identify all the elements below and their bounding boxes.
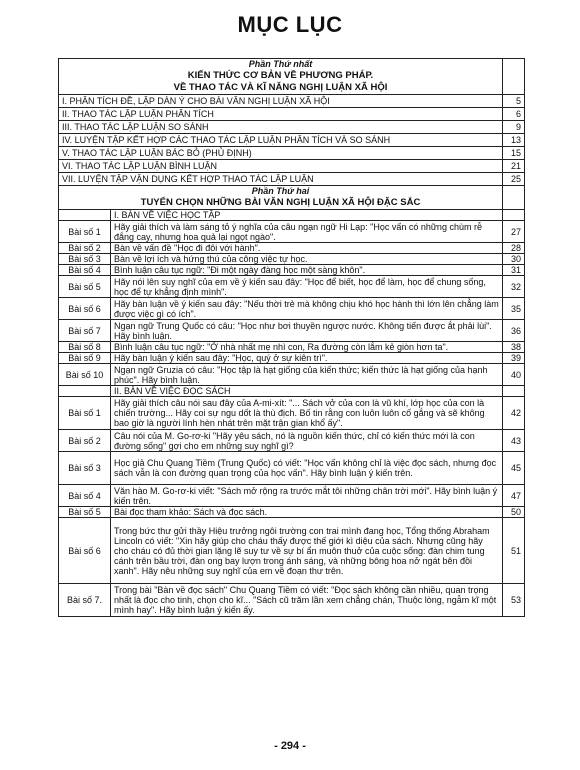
part2-title: TUYỂN CHỌN NHỮNG BÀI VĂN NGHỊ LUẬN XÃ HỘI ĐẶC SẮC	[140, 197, 421, 208]
essay-row	[59, 342, 525, 353]
empty-cell	[59, 386, 111, 397]
essay-prompt: Hãy nói lên suy nghĩ của em về ý kiến sau đây: "Học để biết, học để làm, học để chung sống, học để tự khẳng định mình".	[111, 276, 503, 298]
essay-page: 53	[503, 584, 525, 617]
part2-header-row	[59, 186, 525, 210]
essay-page: 39	[503, 353, 525, 364]
essay-page: 36	[503, 320, 525, 342]
essay-prompt: Bàn về lợi ích và hứng thú của công việc tự học.	[111, 254, 503, 265]
toc-entry: IV. LUYỆN TẬP KẾT HỢP CÁC THAO TÁC LẬP LUẬN PHÂN TÍCH VÀ SO SÁNH	[59, 134, 503, 147]
essay-row	[59, 507, 525, 518]
essay-prompt: Câu nói của M. Go-rơ-ki "Hãy yêu sách, nó là nguồn kiến thức, chỉ có kiến thức mới là con đường sống" gợi cho em những suy nghĩ gì?	[111, 430, 503, 452]
toc-row	[59, 160, 525, 173]
essay-page: 45	[503, 452, 525, 485]
essay-row	[59, 485, 525, 507]
section-header-row	[59, 210, 525, 221]
part1-title-line1: KIẾN THỨC CƠ BẢN VỀ PHƯƠNG PHÁP.	[187, 70, 374, 81]
empty-cell	[503, 386, 525, 397]
empty-cell	[503, 210, 525, 221]
essay-page: 51	[503, 518, 525, 584]
part1-label: Phần Thứ nhất	[248, 59, 313, 69]
essay-label: Bài số 3	[59, 254, 111, 265]
essay-prompt: Hãy giải thích câu nói sau đây của A-mi-xít: "... Sách vở của con là vũ khí, lớp học của con là chiến trường... Hãy coi sự ngu dốt là thù địch. Bố tin rằng con luôn luôn cố gắng và sẽ không bao giờ là người lính hèn nhát trên mặt trận gian khổ ấy".	[111, 397, 503, 430]
essay-label: Bài số 1	[59, 221, 111, 243]
part1-title-line2: VỀ THAO TÁC VÀ KĨ NĂNG NGHỊ LUẬN XÃ HỘI	[173, 82, 388, 93]
essay-page: 31	[503, 265, 525, 276]
toc-row	[59, 121, 525, 134]
essay-prompt: Ngạn ngữ Trung Quốc có câu: "Học như bơi thuyền ngược nước. Không tiến được ắt phải lùi". Hãy bình luận.	[111, 320, 503, 342]
essay-label: Bài số 4	[59, 265, 111, 276]
essay-label: Bài số 5	[59, 276, 111, 298]
toc-table	[58, 58, 525, 617]
essay-label: Bài số 5	[59, 507, 111, 518]
toc-row	[59, 95, 525, 108]
toc-page: 13	[503, 134, 525, 147]
toc-row	[59, 147, 525, 160]
essay-row	[59, 221, 525, 243]
essay-page: 43	[503, 430, 525, 452]
toc-page: 15	[503, 147, 525, 160]
essay-row	[59, 452, 525, 485]
essay-row	[59, 243, 525, 254]
toc-page: 6	[503, 108, 525, 121]
page-number: - 294 -	[274, 740, 306, 752]
essay-label: Bài số 7.	[59, 584, 111, 617]
essay-page: 30	[503, 254, 525, 265]
essay-page: 50	[503, 507, 525, 518]
essay-prompt: Bài đọc tham khảo: Sách và đọc sách.	[111, 507, 503, 518]
toc-page: 9	[503, 121, 525, 134]
essay-label: Bài số 4	[59, 485, 111, 507]
essay-page: 27	[503, 221, 525, 243]
empty-cell	[503, 186, 525, 210]
essay-prompt: Ngạn ngữ Gruzia có câu: "Học tập là hạt giống của kiến thức; kiến thức là hạt giống của hạnh phúc". Hãy bình luận.	[111, 364, 503, 386]
essay-prompt: Hãy bàn luận về ý kiến sau đây: "Nếu thời trẻ mà không chịu khó học hành thì lớn lên chẳng làm được việc gì có ích".	[111, 298, 503, 320]
part1-header	[59, 59, 503, 95]
essay-row	[59, 397, 525, 430]
essay-prompt: Văn hào M. Go-rơ-ki viết: "Sách mở rộng ra trước mắt tôi những chân trời mới". Hãy bình luận ý kiến trên.	[111, 485, 503, 507]
essay-row	[59, 430, 525, 452]
essay-page: 35	[503, 298, 525, 320]
toc-entry: III. THAO TÁC LẬP LUẬN SO SÁNH	[59, 121, 503, 134]
part2-header	[59, 186, 503, 210]
essay-prompt: Học giả Chu Quang Tiềm (Trung Quốc) có viết: "Học vấn không chỉ là việc đọc sách, nhưng đọc sách vẫn là con đường quan trọng của học vấn". Hãy bình luận ý kiến trên.	[111, 452, 503, 485]
section-title: I. BÀN VỀ VIỆC HỌC TẬP	[111, 210, 503, 221]
essay-row	[59, 364, 525, 386]
essay-page: 47	[503, 485, 525, 507]
essay-page: 32	[503, 276, 525, 298]
essay-page: 38	[503, 342, 525, 353]
essay-prompt: Trong bức thư gửi thầy Hiệu trưởng ngôi trường con trai mình đang học, Tổng thống Abraham Lincoln có viết: "Xin hãy giúp cho cháu thấy được thế giới kì diệu của sách. Nhưng cũng hãy cho cháu có đủ thời gian lặng lẽ suy tư về sự bí ẩn muôn thuở của cuộc sống: đàn chim tung cánh trên bầu trời, đàn ong bay lượn trong ánh sáng, và những bông hoa nở ngát bên đồi xanh". Hãy nêu những suy nghĩ của em về đoạn thư trên.	[111, 518, 503, 584]
essay-prompt: Trong bài "Bàn về đọc sách" Chu Quang Tiềm có viết: "Đọc sách không cần nhiều, quan trọng nhất là đọc cho tinh, chọn cho kĩ... "Sách cũ trăm lần xem chẳng chán, Thuộc lòng, ngẫm kĩ một mình hay". Hãy bình luận ý kiến ấy.	[111, 584, 503, 617]
essay-prompt: Hãy giải thích và làm sáng tỏ ý nghĩa của câu ngạn ngữ Hi Lạp: "Học vấn có những chùm rễ đắng cay, nhưng hoa quả lại ngọt ngào".	[111, 221, 503, 243]
essay-page: 42	[503, 397, 525, 430]
essay-label: Bài số 9	[59, 353, 111, 364]
essay-row	[59, 265, 525, 276]
toc-entry: II. THAO TÁC LẬP LUẬN PHÂN TÍCH	[59, 108, 503, 121]
essay-prompt: Bình luận câu tục ngữ: "Ở nhà nhất mẹ nhì con, Ra đường còn lắm kẻ giòn hơn ta".	[111, 342, 503, 353]
toc-entry: I. PHÂN TÍCH ĐỀ, LẬP DÀN Ý CHO BÀI VĂN NGHỊ LUẬN XÃ HỘI	[59, 95, 503, 108]
empty-cell	[59, 210, 111, 221]
essay-label: Bài số 1	[59, 397, 111, 430]
essay-prompt: Bàn về vấn đề "Học đi đôi với hành".	[111, 243, 503, 254]
toc-page: 21	[503, 160, 525, 173]
toc-page: 25	[503, 173, 525, 186]
toc-page: 5	[503, 95, 525, 108]
essay-label: Bài số 7	[59, 320, 111, 342]
part2-label: Phần Thứ hai	[251, 186, 310, 196]
essay-page: 40	[503, 364, 525, 386]
essay-label: Bài số 2	[59, 430, 111, 452]
essay-label: Bài số 3	[59, 452, 111, 485]
toc-entry: VII. LUYỆN TẬP VẬN DỤNG KẾT HỢP THAO TÁC LẬP LUẬN	[59, 173, 503, 186]
part1-header-row	[59, 59, 525, 95]
essay-label: Bài số 6	[59, 298, 111, 320]
essay-prompt: Hãy bàn luận ý kiến sau đây: "Học, quý ở sự kiên trì".	[111, 353, 503, 364]
essay-row	[59, 320, 525, 342]
essay-row	[59, 518, 525, 584]
essay-row	[59, 584, 525, 617]
toc-row	[59, 108, 525, 121]
essay-label: Bài số 8	[59, 342, 111, 353]
toc-row	[59, 134, 525, 147]
section-title: II. BÀN VỀ VIỆC ĐỌC SÁCH	[111, 386, 503, 397]
page-title: MỤC LỤC	[237, 12, 343, 37]
toc-entry: VI. THAO TÁC LẬP LUẬN BÌNH LUẬN	[59, 160, 503, 173]
essay-row	[59, 254, 525, 265]
essay-label: Bài số 10	[59, 364, 111, 386]
essay-row	[59, 353, 525, 364]
essay-row	[59, 298, 525, 320]
essay-row	[59, 276, 525, 298]
essay-page: 28	[503, 243, 525, 254]
toc-entry: V. THAO TÁC LẬP LUẬN BÁC BỎ (PHỦ ĐỊNH)	[59, 147, 503, 160]
toc-row	[59, 173, 525, 186]
essay-label: Bài số 6	[59, 518, 111, 584]
section-header-row	[59, 386, 525, 397]
essay-label: Bài số 2	[59, 243, 111, 254]
essay-prompt: Bình luận câu tục ngữ: "Đi một ngày đàng học một sàng khôn".	[111, 265, 503, 276]
